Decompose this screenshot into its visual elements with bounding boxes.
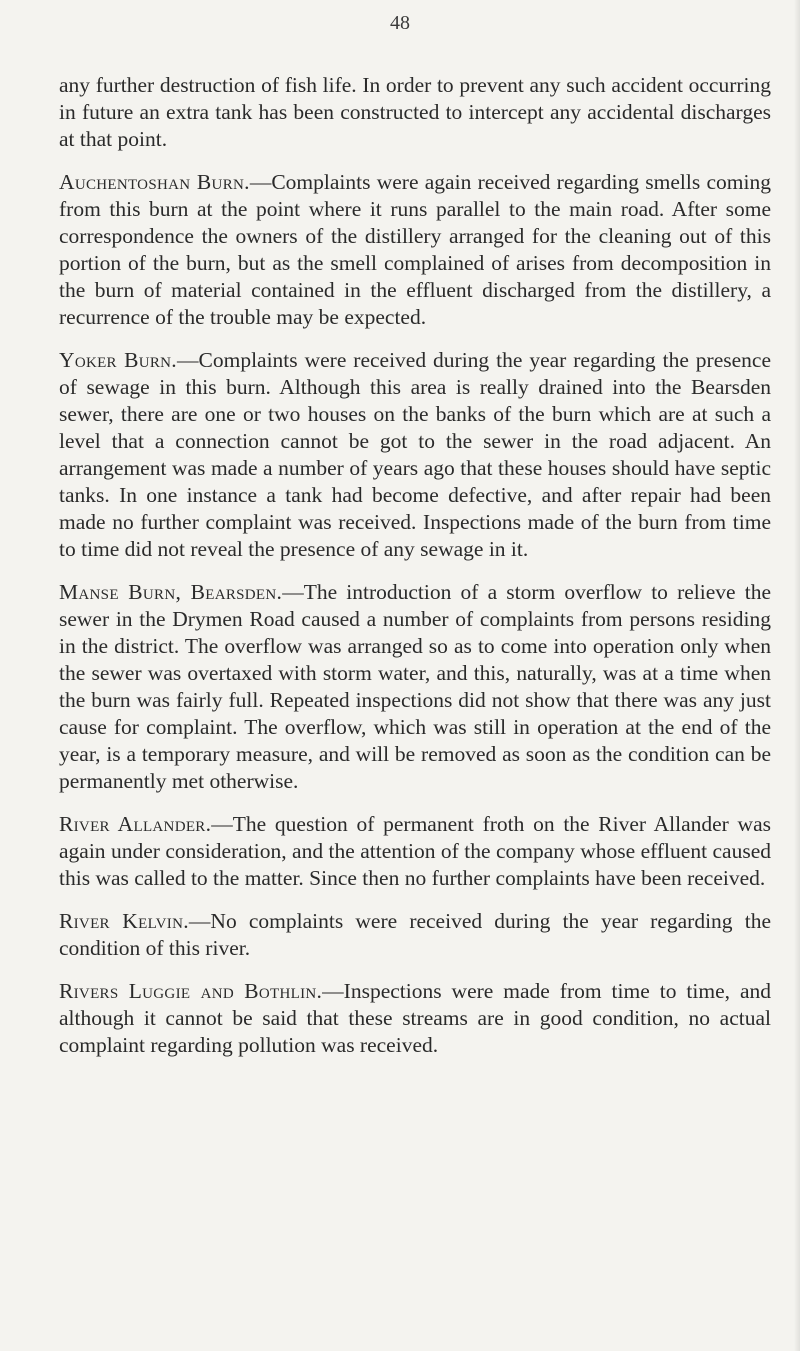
paragraph-body: —Complaints were received during the year regarding the presence of sewage in this burn. Although this area is really drained into the Bearsden sewer, there are one or two houses on the banks of the burn which are at such a level that a connection cannot be got to the sewer in the road adjacent. An arrangement was made a number of years ago that these houses should have septic tanks. In one instance a tank had become defective, and after repair had been made no further complaint was received. Inspections made of the burn from time to time did not reveal the presence of any sewage in it.: [59, 348, 771, 561]
page-edge-shadow: [794, 0, 800, 1351]
section-heading: Auchentoshan Burn.: [59, 170, 250, 194]
paragraph-body: —The introduction of a storm overflow to relieve the sewer in the Drymen Road caused a number of complaints from persons residing in the district. The overflow was arranged so as to come into operation only when the sewer was overtaxed with storm water, and this, naturally, was at a time when the burn was fairly full. Repeated inspections did not show that there was any just cause for complaint. The overflow, which was still in operation at the end of the year, is a temporary measure, and will be removed as soon as the condition can be permanently met otherwise.: [59, 580, 771, 793]
paragraph-fish-life-continuation: [59, 72, 771, 153]
paragraph-body: —No complaints were received during the year regarding the condition of this river.: [59, 909, 771, 960]
paragraph-body: —Complaints were again received regarding smells coming from this burn at the point where it runs parallel to the main road. After some correspondence the owners of the distillery arranged for the cleaning out of this portion of the burn, but as the smell complained of arises from decomposition in the burn of material contained in the effluent discharged from the distillery, a recurrence of the trouble may be expected.: [59, 170, 771, 329]
paragraph-river-allander: [59, 811, 771, 892]
paragraph-river-kelvin: [59, 908, 771, 962]
section-heading: River Kelvin.: [59, 909, 189, 933]
paragraph-body: —The question of permanent froth on the River Allander was again under consideration, and the attention of the company whose effluent caused this was called to the matter. Since then no further complaints have been received.: [59, 812, 771, 890]
paragraph-body: any further destruction of fish life. In order to prevent any such accident occurring in future an extra tank has been constructed to intercept any accidental discharges at that point.: [59, 73, 771, 151]
report-text: [59, 72, 771, 1075]
section-heading: Yoker Burn.: [59, 348, 177, 372]
page-number: 48: [390, 12, 410, 34]
paragraph-yoker-burn: [59, 347, 771, 563]
paragraph-rivers-luggie-bothlin: [59, 978, 771, 1059]
section-heading: River Allander.: [59, 812, 212, 836]
paragraph-auchentoshan-burn: [59, 169, 771, 331]
paragraph-body: —Inspections were made from time to time, and although it cannot be said that these streams are in good condition, no actual complaint regarding pollution was received.: [59, 979, 771, 1057]
paragraph-manse-burn: [59, 579, 771, 795]
section-heading: Rivers Luggie and Bothlin.: [59, 979, 323, 1003]
section-heading: Manse Burn, Bearsden.: [59, 580, 283, 604]
